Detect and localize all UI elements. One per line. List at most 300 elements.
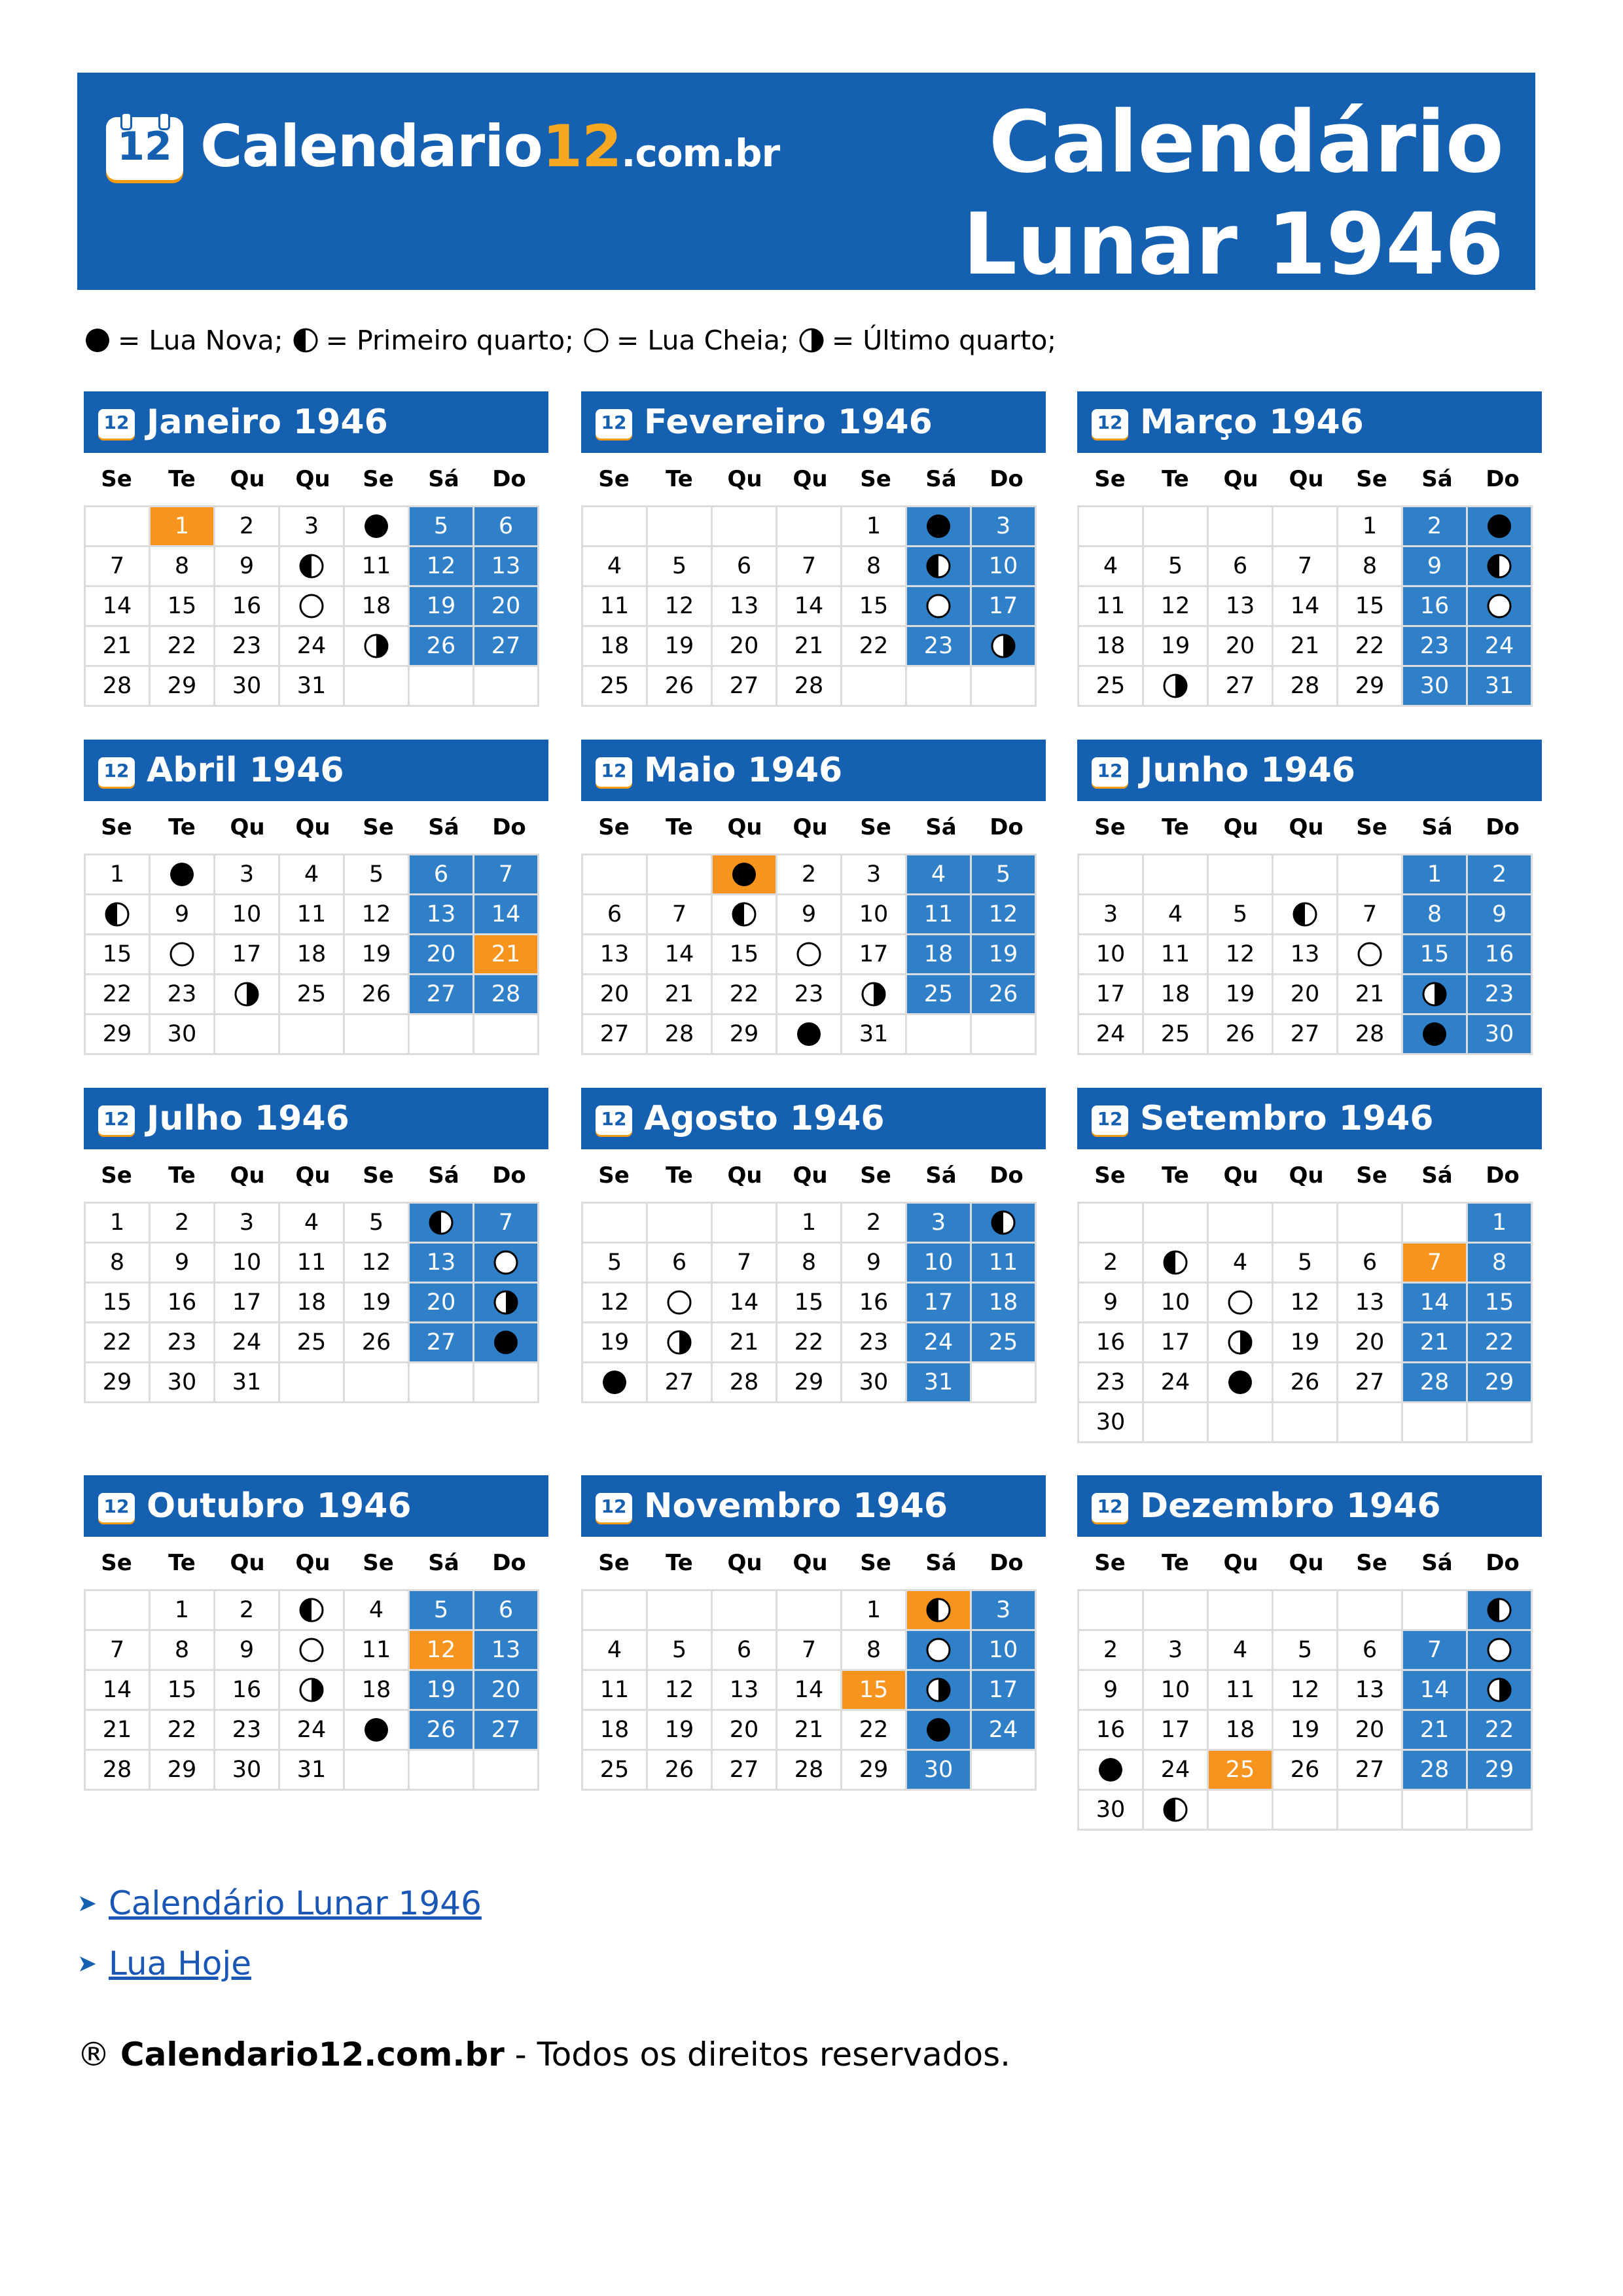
day-cell-10[interactable] xyxy=(1467,547,1532,586)
day-cell-3[interactable]: 3 xyxy=(971,1590,1036,1630)
day-cell-20[interactable]: 20 xyxy=(712,626,777,666)
day-cell-20[interactable]: 20 xyxy=(582,975,647,1014)
day-cell-1[interactable]: 1 xyxy=(150,507,215,547)
day-cell-1[interactable]: 1 xyxy=(150,1590,215,1630)
day-cell-12[interactable]: 12 xyxy=(971,895,1036,935)
day-cell-21[interactable]: 21 xyxy=(474,935,539,975)
day-cell-4[interactable]: 4 xyxy=(279,1203,344,1243)
day-cell-29[interactable] xyxy=(1402,1014,1467,1054)
day-cell-24[interactable]: 24 xyxy=(279,1710,344,1750)
day-cell-21[interactable]: 21 xyxy=(1338,975,1402,1014)
day-cell-25[interactable]: 25 xyxy=(279,975,344,1014)
day-cell-21[interactable]: 21 xyxy=(647,975,712,1014)
day-cell-3[interactable]: 3 xyxy=(215,855,279,895)
day-cell-18[interactable]: 18 xyxy=(1208,1710,1273,1750)
day-cell-9[interactable]: 9 xyxy=(215,547,279,586)
day-cell-26[interactable]: 26 xyxy=(1208,1014,1273,1054)
day-cell-4[interactable]: 4 xyxy=(344,1590,409,1630)
day-cell-26[interactable]: 26 xyxy=(1273,1750,1338,1790)
day-cell-11[interactable] xyxy=(1208,1283,1273,1323)
day-cell-24[interactable] xyxy=(971,626,1036,666)
day-cell-22[interactable]: 22 xyxy=(712,975,777,1014)
day-cell-5[interactable]: 5 xyxy=(1273,1630,1338,1670)
day-cell-3[interactable] xyxy=(1143,1243,1208,1283)
day-cell-18[interactable] xyxy=(1208,1323,1273,1363)
day-cell-9[interactable]: 9 xyxy=(1079,1283,1143,1323)
day-cell-23[interactable] xyxy=(906,1710,971,1750)
day-cell-6[interactable]: 6 xyxy=(409,855,474,895)
day-cell-7[interactable]: 7 xyxy=(1402,1243,1467,1283)
day-cell-11[interactable]: 11 xyxy=(1143,935,1208,975)
day-cell-1[interactable]: 1 xyxy=(1402,855,1467,895)
day-cell-31[interactable]: 31 xyxy=(906,1363,971,1403)
day-cell-11[interactable]: 11 xyxy=(582,586,647,626)
day-cell-6[interactable]: 6 xyxy=(582,895,647,935)
day-cell-11[interactable]: 11 xyxy=(971,1243,1036,1283)
day-cell-8[interactable]: 8 xyxy=(842,1630,906,1670)
day-cell-20[interactable]: 20 xyxy=(1338,1323,1402,1363)
day-cell-21[interactable]: 21 xyxy=(85,1710,150,1750)
day-cell-25[interactable]: 25 xyxy=(971,1323,1036,1363)
day-cell-4[interactable]: 4 xyxy=(1208,1630,1273,1670)
day-cell-8[interactable]: 8 xyxy=(150,1630,215,1670)
day-cell-13[interactable]: 13 xyxy=(1208,586,1273,626)
day-cell-24[interactable]: 24 xyxy=(1143,1363,1208,1403)
day-cell-26[interactable] xyxy=(1143,666,1208,706)
day-cell-13[interactable]: 13 xyxy=(712,1670,777,1710)
day-cell-27[interactable]: 27 xyxy=(409,1323,474,1363)
day-cell-27[interactable]: 27 xyxy=(712,666,777,706)
day-cell-20[interactable]: 20 xyxy=(409,1283,474,1323)
day-cell-13[interactable]: 13 xyxy=(582,935,647,975)
day-cell-19[interactable]: 19 xyxy=(1273,1710,1338,1750)
day-cell-30[interactable] xyxy=(777,1014,842,1054)
day-cell-30[interactable]: 30 xyxy=(1467,1014,1532,1054)
day-cell-4[interactable]: 4 xyxy=(1143,895,1208,935)
day-cell-9[interactable]: 9 xyxy=(1079,1670,1143,1710)
day-cell-26[interactable]: 26 xyxy=(409,1710,474,1750)
day-cell-29[interactable]: 29 xyxy=(1467,1750,1532,1790)
day-cell-15[interactable]: 15 xyxy=(1402,935,1467,975)
day-cell-26[interactable]: 26 xyxy=(647,1750,712,1790)
day-cell-22[interactable]: 22 xyxy=(777,1323,842,1363)
day-cell-2[interactable] xyxy=(906,1590,971,1630)
day-cell-6[interactable]: 6 xyxy=(474,507,539,547)
day-cell-29[interactable]: 29 xyxy=(1467,1363,1532,1403)
day-cell-30[interactable]: 30 xyxy=(215,666,279,706)
day-cell-31[interactable]: 31 xyxy=(215,1363,279,1403)
day-cell-19[interactable]: 19 xyxy=(971,935,1036,975)
day-cell-5[interactable]: 5 xyxy=(971,855,1036,895)
day-cell-12[interactable]: 12 xyxy=(409,547,474,586)
day-cell-12[interactable]: 12 xyxy=(1143,586,1208,626)
day-cell-17[interactable] xyxy=(1467,586,1532,626)
day-cell-27[interactable]: 27 xyxy=(1338,1750,1402,1790)
day-cell-28[interactable]: 28 xyxy=(85,1750,150,1790)
day-cell-26[interactable]: 26 xyxy=(1273,1363,1338,1403)
day-cell-24[interactable]: 24 xyxy=(971,1710,1036,1750)
day-cell-7[interactable]: 7 xyxy=(85,1630,150,1670)
day-cell-7[interactable]: 7 xyxy=(85,547,150,586)
day-cell-9[interactable]: 9 xyxy=(777,895,842,935)
day-cell-2[interactable]: 2 xyxy=(215,1590,279,1630)
day-cell-25[interactable]: 25 xyxy=(906,975,971,1014)
day-cell-15[interactable]: 15 xyxy=(842,586,906,626)
day-cell-21[interactable]: 21 xyxy=(1402,1710,1467,1750)
day-cell-6[interactable]: 6 xyxy=(474,1590,539,1630)
day-cell-23[interactable]: 23 xyxy=(842,1323,906,1363)
day-cell-14[interactable]: 14 xyxy=(85,1670,150,1710)
day-cell-2[interactable] xyxy=(906,507,971,547)
day-cell-14[interactable]: 14 xyxy=(85,586,150,626)
day-cell-29[interactable]: 29 xyxy=(842,1750,906,1790)
day-cell-25[interactable] xyxy=(1208,1363,1273,1403)
day-cell-23[interactable]: 23 xyxy=(215,1710,279,1750)
day-cell-16[interactable] xyxy=(150,935,215,975)
day-cell-14[interactable]: 14 xyxy=(474,895,539,935)
day-cell-22[interactable]: 22 xyxy=(150,1710,215,1750)
day-cell-23[interactable] xyxy=(1079,1750,1143,1790)
day-cell-27[interactable]: 27 xyxy=(647,1363,712,1403)
day-cell-15[interactable]: 15 xyxy=(150,1670,215,1710)
day-cell-23[interactable]: 23 xyxy=(1402,626,1467,666)
day-cell-5[interactable]: 5 xyxy=(1273,1243,1338,1283)
day-cell-30[interactable]: 30 xyxy=(150,1363,215,1403)
day-cell-5[interactable]: 5 xyxy=(647,547,712,586)
day-cell-19[interactable]: 19 xyxy=(582,1323,647,1363)
day-cell-2[interactable]: 2 xyxy=(1402,507,1467,547)
day-cell-3[interactable]: 3 xyxy=(906,1203,971,1243)
day-cell-14[interactable]: 14 xyxy=(777,1670,842,1710)
day-cell-13[interactable]: 13 xyxy=(474,1630,539,1670)
day-cell-30[interactable]: 30 xyxy=(215,1750,279,1790)
day-cell-28[interactable] xyxy=(474,1323,539,1363)
day-cell-15[interactable]: 15 xyxy=(150,586,215,626)
link-lunar-calendar[interactable]: Calendário Lunar 1946 xyxy=(109,1884,482,1922)
day-cell-10[interactable]: 10 xyxy=(1143,1670,1208,1710)
day-cell-20[interactable]: 20 xyxy=(474,1670,539,1710)
day-cell-7[interactable]: 7 xyxy=(647,895,712,935)
day-cell-5[interactable]: 5 xyxy=(647,1630,712,1670)
day-cell-5[interactable]: 5 xyxy=(582,1243,647,1283)
day-cell-7[interactable]: 7 xyxy=(474,855,539,895)
day-cell-8[interactable]: 8 xyxy=(1338,547,1402,586)
link-moon-today[interactable]: Lua Hoje xyxy=(109,1945,252,1982)
day-cell-13[interactable] xyxy=(647,1283,712,1323)
day-cell-21[interactable] xyxy=(474,1283,539,1323)
day-cell-21[interactable]: 21 xyxy=(85,626,150,666)
day-cell-16[interactable] xyxy=(906,586,971,626)
day-cell-4[interactable]: 4 xyxy=(906,855,971,895)
day-cell-19[interactable]: 19 xyxy=(1208,975,1273,1014)
day-cell-11[interactable]: 11 xyxy=(1079,586,1143,626)
day-cell-17[interactable] xyxy=(279,1670,344,1710)
day-cell-14[interactable]: 14 xyxy=(1402,1670,1467,1710)
day-cell-30[interactable]: 30 xyxy=(1079,1790,1143,1830)
day-cell-5[interactable]: 5 xyxy=(409,507,474,547)
day-cell-7[interactable]: 7 xyxy=(777,1630,842,1670)
day-cell-20[interactable]: 20 xyxy=(1208,626,1273,666)
day-cell-17[interactable]: 17 xyxy=(1143,1710,1208,1750)
day-cell-12[interactable]: 12 xyxy=(1208,935,1273,975)
site-logo[interactable] xyxy=(106,109,779,183)
day-cell-22[interactable]: 22 xyxy=(842,626,906,666)
day-cell-9[interactable]: 9 xyxy=(1467,895,1532,935)
day-cell-2[interactable]: 2 xyxy=(150,1203,215,1243)
day-cell-19[interactable]: 19 xyxy=(1273,1323,1338,1363)
day-cell-3[interactable] xyxy=(1467,507,1532,547)
day-cell-17[interactable]: 17 xyxy=(1079,975,1143,1014)
day-cell-16[interactable]: 16 xyxy=(1402,586,1467,626)
day-cell-21[interactable]: 21 xyxy=(777,1710,842,1750)
day-cell-4[interactable]: 4 xyxy=(279,855,344,895)
day-cell-12[interactable]: 12 xyxy=(647,1670,712,1710)
day-cell-24[interactable] xyxy=(842,975,906,1014)
day-cell-18[interactable]: 18 xyxy=(344,1670,409,1710)
day-cell-1[interactable]: 1 xyxy=(85,1203,150,1243)
day-cell-15[interactable]: 15 xyxy=(1467,1283,1532,1323)
day-cell-17[interactable]: 17 xyxy=(906,1283,971,1323)
day-cell-25[interactable]: 25 xyxy=(1079,666,1143,706)
day-cell-14[interactable]: 14 xyxy=(777,586,842,626)
day-cell-12[interactable]: 12 xyxy=(409,1630,474,1670)
day-cell-10[interactable]: 10 xyxy=(215,895,279,935)
day-cell-25[interactable] xyxy=(344,1710,409,1750)
day-cell-26[interactable]: 26 xyxy=(344,1323,409,1363)
day-cell-25[interactable]: 25 xyxy=(582,666,647,706)
day-cell-16[interactable]: 16 xyxy=(1079,1710,1143,1750)
day-cell-17[interactable]: 17 xyxy=(971,586,1036,626)
day-cell-24[interactable]: 24 xyxy=(1143,1750,1208,1790)
day-cell-8[interactable]: 8 xyxy=(842,547,906,586)
day-cell-26[interactable]: 26 xyxy=(971,975,1036,1014)
day-cell-16[interactable]: 16 xyxy=(215,1670,279,1710)
day-cell-8[interactable]: 8 xyxy=(85,1243,150,1283)
day-cell-10[interactable]: 10 xyxy=(842,895,906,935)
day-cell-1[interactable]: 1 xyxy=(842,507,906,547)
day-cell-10[interactable]: 10 xyxy=(971,547,1036,586)
day-cell-6[interactable] xyxy=(1273,895,1338,935)
day-cell-27[interactable]: 27 xyxy=(712,1750,777,1790)
day-cell-25[interactable]: 25 xyxy=(1208,1750,1273,1790)
day-cell-4[interactable]: 4 xyxy=(582,1630,647,1670)
day-cell-27[interactable]: 27 xyxy=(409,975,474,1014)
day-cell-11[interactable]: 11 xyxy=(906,895,971,935)
day-cell-1[interactable] xyxy=(1467,1590,1532,1630)
day-cell-14[interactable] xyxy=(474,1243,539,1283)
day-cell-22[interactable]: 22 xyxy=(85,975,150,1014)
day-cell-25[interactable] xyxy=(344,626,409,666)
day-cell-6[interactable]: 6 xyxy=(1208,547,1273,586)
day-cell-3[interactable]: 3 xyxy=(842,855,906,895)
day-cell-6[interactable]: 6 xyxy=(1338,1243,1402,1283)
day-cell-7[interactable]: 7 xyxy=(1338,895,1402,935)
day-cell-16[interactable] xyxy=(906,1670,971,1710)
day-cell-18[interactable]: 18 xyxy=(1143,975,1208,1014)
day-cell-22[interactable]: 22 xyxy=(150,626,215,666)
day-cell-13[interactable]: 13 xyxy=(1273,935,1338,975)
day-cell-15[interactable]: 15 xyxy=(85,935,150,975)
day-cell-20[interactable]: 20 xyxy=(1338,1710,1402,1750)
day-cell-16[interactable]: 16 xyxy=(1079,1323,1143,1363)
day-cell-31[interactable] xyxy=(1143,1790,1208,1830)
day-cell-4[interactable]: 4 xyxy=(582,547,647,586)
day-cell-14[interactable] xyxy=(1338,935,1402,975)
day-cell-24[interactable]: 24 xyxy=(906,1323,971,1363)
day-cell-11[interactable]: 11 xyxy=(582,1670,647,1710)
day-cell-18[interactable]: 18 xyxy=(279,1283,344,1323)
day-cell-9[interactable]: 9 xyxy=(150,1243,215,1283)
day-cell-12[interactable]: 12 xyxy=(344,895,409,935)
day-cell-7[interactable]: 7 xyxy=(712,1243,777,1283)
day-cell-14[interactable]: 14 xyxy=(1402,1283,1467,1323)
day-cell-26[interactable] xyxy=(582,1363,647,1403)
day-cell-10[interactable]: 10 xyxy=(971,1630,1036,1670)
day-cell-28[interactable]: 28 xyxy=(1402,1363,1467,1403)
day-cell-28[interactable]: 28 xyxy=(647,1014,712,1054)
day-cell-9[interactable] xyxy=(906,547,971,586)
day-cell-26[interactable]: 26 xyxy=(344,975,409,1014)
day-cell-9[interactable]: 9 xyxy=(842,1243,906,1283)
day-cell-18[interactable]: 18 xyxy=(971,1283,1036,1323)
day-cell-2[interactable]: 2 xyxy=(777,855,842,895)
day-cell-20[interactable]: 20 xyxy=(474,586,539,626)
day-cell-3[interactable]: 3 xyxy=(1079,895,1143,935)
day-cell-10[interactable]: 10 xyxy=(1079,935,1143,975)
day-cell-8[interactable]: 8 xyxy=(1467,1243,1532,1283)
day-cell-15[interactable]: 15 xyxy=(1338,586,1402,626)
day-cell-23[interactable]: 23 xyxy=(1079,1363,1143,1403)
day-cell-4[interactable]: 4 xyxy=(1079,547,1143,586)
day-cell-29[interactable]: 29 xyxy=(1338,666,1402,706)
day-cell-19[interactable]: 19 xyxy=(344,935,409,975)
day-cell-7[interactable]: 7 xyxy=(777,547,842,586)
day-cell-28[interactable]: 28 xyxy=(1402,1750,1467,1790)
day-cell-9[interactable]: 9 xyxy=(150,895,215,935)
day-cell-15[interactable]: 15 xyxy=(842,1670,906,1710)
day-cell-22[interactable]: 22 xyxy=(1338,626,1402,666)
day-cell-22[interactable]: 22 xyxy=(1467,1323,1532,1363)
day-cell-23[interactable]: 23 xyxy=(906,626,971,666)
day-cell-2[interactable]: 2 xyxy=(842,1203,906,1243)
day-cell-31[interactable]: 31 xyxy=(842,1014,906,1054)
day-cell-7[interactable]: 7 xyxy=(474,1203,539,1243)
day-cell-17[interactable]: 17 xyxy=(215,1283,279,1323)
day-cell-6[interactable]: 6 xyxy=(647,1243,712,1283)
day-cell-8[interactable] xyxy=(712,895,777,935)
day-cell-19[interactable]: 19 xyxy=(1143,626,1208,666)
day-cell-10[interactable] xyxy=(279,1630,344,1670)
day-cell-16[interactable] xyxy=(777,935,842,975)
day-cell-8[interactable] xyxy=(1467,1630,1532,1670)
day-cell-5[interactable]: 5 xyxy=(344,1203,409,1243)
day-cell-27[interactable]: 27 xyxy=(1273,1014,1338,1054)
day-cell-23[interactable]: 23 xyxy=(215,626,279,666)
day-cell-27[interactable]: 27 xyxy=(582,1014,647,1054)
day-cell-3[interactable]: 3 xyxy=(279,507,344,547)
day-cell-2[interactable]: 2 xyxy=(1079,1243,1143,1283)
day-cell-2[interactable]: 2 xyxy=(1467,855,1532,895)
day-cell-25[interactable]: 25 xyxy=(582,1750,647,1790)
day-cell-14[interactable]: 14 xyxy=(712,1283,777,1323)
day-cell-27[interactable]: 27 xyxy=(474,626,539,666)
day-cell-28[interactable]: 28 xyxy=(712,1363,777,1403)
day-cell-9[interactable]: 9 xyxy=(1402,547,1467,586)
day-cell-20[interactable]: 20 xyxy=(409,935,474,975)
day-cell-13[interactable]: 13 xyxy=(474,547,539,586)
day-cell-19[interactable]: 19 xyxy=(409,1670,474,1710)
day-cell-26[interactable]: 26 xyxy=(647,666,712,706)
day-cell-6[interactable] xyxy=(409,1203,474,1243)
day-cell-24[interactable]: 24 xyxy=(1079,1014,1143,1054)
day-cell-18[interactable]: 18 xyxy=(582,1710,647,1750)
day-cell-23[interactable]: 23 xyxy=(777,975,842,1014)
day-cell-12[interactable]: 12 xyxy=(582,1283,647,1323)
day-cell-16[interactable]: 16 xyxy=(842,1283,906,1323)
day-cell-24[interactable]: 24 xyxy=(279,626,344,666)
day-cell-18[interactable]: 18 xyxy=(906,935,971,975)
day-cell-11[interactable]: 11 xyxy=(279,1243,344,1283)
day-cell-16[interactable]: 16 xyxy=(150,1283,215,1323)
day-cell-22[interactable]: 22 xyxy=(85,1323,150,1363)
day-cell-25[interactable]: 25 xyxy=(1143,1014,1208,1054)
day-cell-1[interactable]: 1 xyxy=(1338,507,1402,547)
day-cell-10[interactable]: 10 xyxy=(906,1243,971,1283)
day-cell-14[interactable]: 14 xyxy=(1273,586,1338,626)
day-cell-21[interactable]: 21 xyxy=(712,1323,777,1363)
day-cell-1[interactable]: 1 xyxy=(85,855,150,895)
day-cell-19[interactable]: 19 xyxy=(344,1283,409,1323)
day-cell-9[interactable] xyxy=(906,1630,971,1670)
day-cell-15[interactable]: 15 xyxy=(712,935,777,975)
day-cell-5[interactable]: 5 xyxy=(409,1590,474,1630)
day-cell-23[interactable]: 23 xyxy=(1467,975,1532,1014)
day-cell-12[interactable]: 12 xyxy=(344,1243,409,1283)
day-cell-1[interactable]: 1 xyxy=(1467,1203,1532,1243)
day-cell-15[interactable] xyxy=(1467,1670,1532,1710)
day-cell-20[interactable]: 20 xyxy=(712,1710,777,1750)
day-cell-18[interactable]: 18 xyxy=(279,935,344,975)
day-cell-13[interactable]: 13 xyxy=(712,586,777,626)
day-cell-14[interactable]: 14 xyxy=(647,935,712,975)
day-cell-26[interactable]: 26 xyxy=(409,626,474,666)
day-cell-17[interactable]: 17 xyxy=(842,935,906,975)
day-cell-4[interactable] xyxy=(971,1203,1036,1243)
day-cell-17[interactable] xyxy=(279,586,344,626)
day-cell-28[interactable]: 28 xyxy=(474,975,539,1014)
day-cell-2[interactable]: 2 xyxy=(1079,1630,1143,1670)
day-cell-31[interactable]: 31 xyxy=(279,666,344,706)
day-cell-5[interactable]: 5 xyxy=(344,855,409,895)
day-cell-20[interactable]: 20 xyxy=(1273,975,1338,1014)
day-cell-12[interactable]: 12 xyxy=(1273,1670,1338,1710)
day-cell-3[interactable]: 3 xyxy=(971,507,1036,547)
day-cell-19[interactable]: 19 xyxy=(409,586,474,626)
day-cell-29[interactable]: 29 xyxy=(777,1363,842,1403)
day-cell-22[interactable]: 22 xyxy=(842,1710,906,1750)
day-cell-10[interactable]: 10 xyxy=(215,1243,279,1283)
day-cell-18[interactable]: 18 xyxy=(1079,626,1143,666)
day-cell-10[interactable] xyxy=(279,547,344,586)
day-cell-8[interactable]: 8 xyxy=(777,1243,842,1283)
day-cell-13[interactable]: 13 xyxy=(409,1243,474,1283)
day-cell-30[interactable]: 30 xyxy=(842,1363,906,1403)
day-cell-8[interactable] xyxy=(85,895,150,935)
day-cell-24[interactable] xyxy=(215,975,279,1014)
day-cell-29[interactable]: 29 xyxy=(150,1750,215,1790)
day-cell-30[interactable]: 30 xyxy=(150,1014,215,1054)
day-cell-28[interactable]: 28 xyxy=(777,666,842,706)
